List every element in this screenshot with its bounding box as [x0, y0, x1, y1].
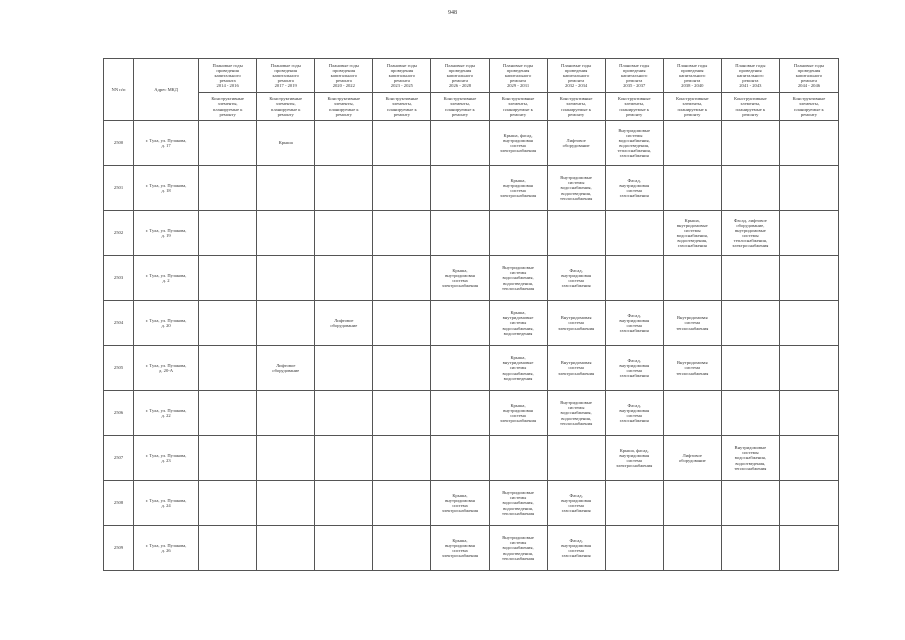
header-period: Плановые годы проведения капитального ремонта 2035 - 2037 [605, 59, 663, 93]
repair-elements-cell [605, 481, 663, 526]
repair-elements-cell [257, 301, 315, 346]
header-number: NN п/п [104, 59, 134, 121]
repair-elements-cell: Фасад, внутридомовая система газоснабжения [605, 391, 663, 436]
row-number: 2508 [104, 481, 134, 526]
header-elements: Конструктивные элементы, планируемые к ремонту [605, 93, 663, 121]
repair-elements-cell: Внутридомовая система электроснабжения [547, 301, 605, 346]
row-number: 2503 [104, 256, 134, 301]
repair-elements-cell: Внутридомовые системы водоснабжения, водоотведения, теплоснабжения [489, 526, 547, 571]
repair-elements-cell [431, 301, 489, 346]
repair-elements-cell [605, 526, 663, 571]
header-period: Плановые годы проведения капитального ремонта 2023 - 2025 [373, 59, 431, 93]
repair-elements-cell [663, 121, 721, 166]
row-address: г. Тула, ул. Пузакова, д. 20 [134, 301, 199, 346]
table-body [104, 121, 839, 571]
repair-elements-cell [779, 211, 838, 256]
repair-elements-cell [431, 211, 489, 256]
table-row [104, 121, 839, 166]
repair-elements-cell [315, 346, 373, 391]
repair-elements-cell [257, 481, 315, 526]
repair-elements-cell: Крыша, внутридомовая система электроснабжения [431, 256, 489, 301]
repair-elements-cell: Лифтовое оборудование [315, 301, 373, 346]
repair-elements-cell: Фасад, лифтовое оборудование, внутридомовые системы теплоснабжения, электроснабжения [721, 211, 779, 256]
repair-elements-cell [373, 346, 431, 391]
repair-elements-cell: Лифтовое оборудование [663, 436, 721, 481]
table-row [104, 436, 839, 481]
header-period: Плановые годы проведения капитального ремонта 2014 - 2016 [199, 59, 257, 93]
repair-elements-cell: Внутридомовые системы водоснабжения, водоотведения, теплоснабжения [489, 256, 547, 301]
repair-elements-cell: Внутридомовая система теплоснабжения [663, 346, 721, 391]
repair-elements-cell: Фасад, внутридомовая система газоснабжения [547, 256, 605, 301]
repair-elements-cell [373, 481, 431, 526]
repair-elements-cell [315, 121, 373, 166]
repair-elements-cell [373, 301, 431, 346]
repair-elements-cell [663, 166, 721, 211]
repair-elements-cell: Крыша, внутридомовая система электроснабжения [431, 481, 489, 526]
repair-elements-cell [199, 166, 257, 211]
row-number: 2505 [104, 346, 134, 391]
repair-elements-cell [257, 391, 315, 436]
repair-elements-cell: Фасад, внутридомовая система газоснабжения [605, 346, 663, 391]
repair-elements-cell: Крыша, внутридомовая система электроснабжения [489, 391, 547, 436]
repair-elements-cell: Лифтовое оборудование [257, 346, 315, 391]
header-elements: Конструктивные элементы, планируемые к ремонту [663, 93, 721, 121]
capital-repair-plan-table [103, 58, 839, 571]
repair-elements-cell [663, 256, 721, 301]
repair-elements-cell [373, 256, 431, 301]
repair-elements-cell: Крыша, внутридомовые системы водоснабжения, водоотведения [489, 346, 547, 391]
repair-elements-cell: Внутридомовые системы водоснабжения, водоотведения, теплоснабжения [547, 391, 605, 436]
repair-elements-cell [779, 346, 838, 391]
table-header [104, 59, 839, 121]
repair-elements-cell [199, 391, 257, 436]
repair-elements-cell: Внутридомовая система электроснабжения [547, 346, 605, 391]
header-period: Плановые годы проведения капитального ремонта 2044 - 2046 [779, 59, 838, 93]
row-address: г. Тула, ул. Пузакова, д. 22 [134, 391, 199, 436]
repair-elements-cell [547, 211, 605, 256]
repair-elements-cell: Крыша, фасад, внутридомовая система электроснабжения [489, 121, 547, 166]
table-row [104, 481, 839, 526]
repair-elements-cell [257, 526, 315, 571]
repair-elements-cell [315, 526, 373, 571]
repair-elements-cell [779, 391, 838, 436]
repair-elements-cell: Фасад, внутридомовая система газоснабжения [547, 526, 605, 571]
repair-elements-cell: Крыша, внутридомовая система электроснабжения [431, 526, 489, 571]
repair-elements-cell [257, 211, 315, 256]
repair-elements-cell [489, 436, 547, 481]
repair-elements-cell [721, 256, 779, 301]
header-period: Плановые годы проведения капитального ремонта 2041 - 2043 [721, 59, 779, 93]
repair-elements-cell [779, 481, 838, 526]
repair-elements-cell [779, 256, 838, 301]
repair-elements-cell: Внутридомовые системы водоснабжения, водоотведения, теплоснабжения [489, 481, 547, 526]
repair-elements-cell: Фасад, внутридомовая система газоснабжения [605, 166, 663, 211]
row-address: г. Тула, ул. Пузакова, д. 19 [134, 211, 199, 256]
repair-elements-cell [315, 391, 373, 436]
repair-elements-cell [315, 481, 373, 526]
header-elements: Конструктивные элементы, планируемые к ремонту [315, 93, 373, 121]
header-elements: Конструктивные элементы, планируемые к ремонту [721, 93, 779, 121]
repair-elements-cell [199, 346, 257, 391]
row-address: г. Тула, ул. Пузакова, д. 2 [134, 256, 199, 301]
header-period: Плановые годы проведения капитального ремонта 2032 - 2034 [547, 59, 605, 93]
header-period: Плановые годы проведения капитального ремонта 2026 - 2028 [431, 59, 489, 93]
header-elements: Конструктивные элементы, планируемые к ремонту [489, 93, 547, 121]
repair-elements-cell [721, 121, 779, 166]
header-period: Плановые годы проведения капитального ремонта 2017 - 2019 [257, 59, 315, 93]
repair-elements-cell [373, 436, 431, 481]
row-number: 2507 [104, 436, 134, 481]
header-elements: Конструктивные элементы, планируемые к ремонту [431, 93, 489, 121]
header-period: Плановые годы проведения капитального ремонта 2038 - 2040 [663, 59, 721, 93]
repair-elements-cell [315, 256, 373, 301]
repair-elements-cell: Внутридомовые системы водоснабжения, водоотведения, теплоснабжения [721, 436, 779, 481]
repair-elements-cell [373, 526, 431, 571]
repair-elements-cell [489, 211, 547, 256]
table-row [104, 211, 839, 256]
repair-elements-cell [431, 436, 489, 481]
repair-elements-cell [779, 301, 838, 346]
repair-elements-cell [663, 481, 721, 526]
repair-elements-cell: Крыша [257, 121, 315, 166]
header-address: Адрес МКД [134, 59, 199, 121]
repair-elements-cell [257, 256, 315, 301]
repair-elements-cell [373, 121, 431, 166]
repair-elements-cell [199, 526, 257, 571]
repair-elements-cell [547, 436, 605, 481]
header-elements: Конструктивные элементы, планируемые к ремонту [779, 93, 838, 121]
row-address: г. Тула, ул. Пузакова, д. 24 [134, 481, 199, 526]
repair-elements-cell: Внутридомовые системы водоснабжения, водоотведения, теплоснабжения [547, 166, 605, 211]
repair-elements-cell: Фасад, внутридомовая система газоснабжения [547, 481, 605, 526]
repair-elements-cell [257, 166, 315, 211]
repair-elements-cell [663, 526, 721, 571]
repair-elements-cell [373, 391, 431, 436]
table-row [104, 391, 839, 436]
row-number: 2502 [104, 211, 134, 256]
row-address: г. Тула, ул. Пузакова, д. 18 [134, 166, 199, 211]
repair-elements-cell [721, 391, 779, 436]
header-elements: Конструктивные элементы, планируемые к ремонту [257, 93, 315, 121]
repair-elements-cell [779, 121, 838, 166]
row-number: 2500 [104, 121, 134, 166]
table-row [104, 166, 839, 211]
repair-elements-cell: Крыша, внутридомовая система электроснабжения [489, 166, 547, 211]
repair-elements-cell: Внутридомовые системы водоснабжения, водоотведения, теплоснабжения, газоснабжения [605, 121, 663, 166]
repair-elements-cell: Крыша, фасад, внутридомовая система электроснабжения [605, 436, 663, 481]
row-number: 2501 [104, 166, 134, 211]
repair-elements-cell [199, 481, 257, 526]
repair-elements-cell [431, 166, 489, 211]
repair-elements-cell [779, 166, 838, 211]
header-elements: Конструктивные элементы, планируемые к ремонту [373, 93, 431, 121]
repair-elements-cell [199, 211, 257, 256]
repair-elements-cell [663, 391, 721, 436]
repair-elements-cell [199, 436, 257, 481]
repair-elements-cell [431, 346, 489, 391]
repair-elements-cell [373, 166, 431, 211]
repair-elements-cell [721, 346, 779, 391]
repair-elements-cell [721, 166, 779, 211]
repair-elements-cell: Крыша, внутридомовые системы водоснабжения, водоотведения [489, 301, 547, 346]
repair-elements-cell [199, 121, 257, 166]
repair-elements-cell [605, 211, 663, 256]
repair-elements-cell: Фасад, внутридомовая система газоснабжения [605, 301, 663, 346]
header-elements: Конструктивные элементы, планируемые к ремонту [199, 93, 257, 121]
repair-elements-cell [779, 526, 838, 571]
repair-elements-cell [373, 211, 431, 256]
table-row [104, 301, 839, 346]
repair-elements-cell [721, 526, 779, 571]
table-row [104, 526, 839, 571]
header-elements: Конструктивные элементы, планируемые к ремонту [547, 93, 605, 121]
repair-elements-cell: Внутридомовая система теплоснабжения [663, 301, 721, 346]
header-period: Плановые годы проведения капитального ремонта 2020 - 2022 [315, 59, 373, 93]
repair-elements-cell [605, 256, 663, 301]
repair-elements-cell [721, 481, 779, 526]
repair-elements-cell [721, 301, 779, 346]
header-period: Плановые годы проведения капитального ремонта 2029 - 2031 [489, 59, 547, 93]
repair-elements-cell [257, 436, 315, 481]
repair-elements-cell: Крыша, внутридомовые системы водоснабжения, водоотведения, газоснабжения [663, 211, 721, 256]
page-number: 948 [448, 10, 457, 16]
table-row [104, 346, 839, 391]
row-number: 2506 [104, 391, 134, 436]
repair-elements-cell [431, 391, 489, 436]
repair-elements-cell: Лифтовое оборудование [547, 121, 605, 166]
repair-elements-cell [431, 121, 489, 166]
repair-elements-cell [199, 256, 257, 301]
table-row [104, 256, 839, 301]
repair-elements-cell [315, 436, 373, 481]
row-address: г. Тула, ул. Пузакова, д. 23 [134, 436, 199, 481]
repair-elements-cell [315, 166, 373, 211]
row-address: г. Тула, ул. Пузакова, д. 26 [134, 526, 199, 571]
row-address: г. Тула, ул. Пузакова, д. 20-А [134, 346, 199, 391]
row-address: г. Тула, ул. Пузакова, д. 17 [134, 121, 199, 166]
repair-elements-cell [315, 211, 373, 256]
repair-elements-cell [779, 436, 838, 481]
row-number: 2509 [104, 526, 134, 571]
repair-elements-cell [199, 301, 257, 346]
row-number: 2504 [104, 301, 134, 346]
